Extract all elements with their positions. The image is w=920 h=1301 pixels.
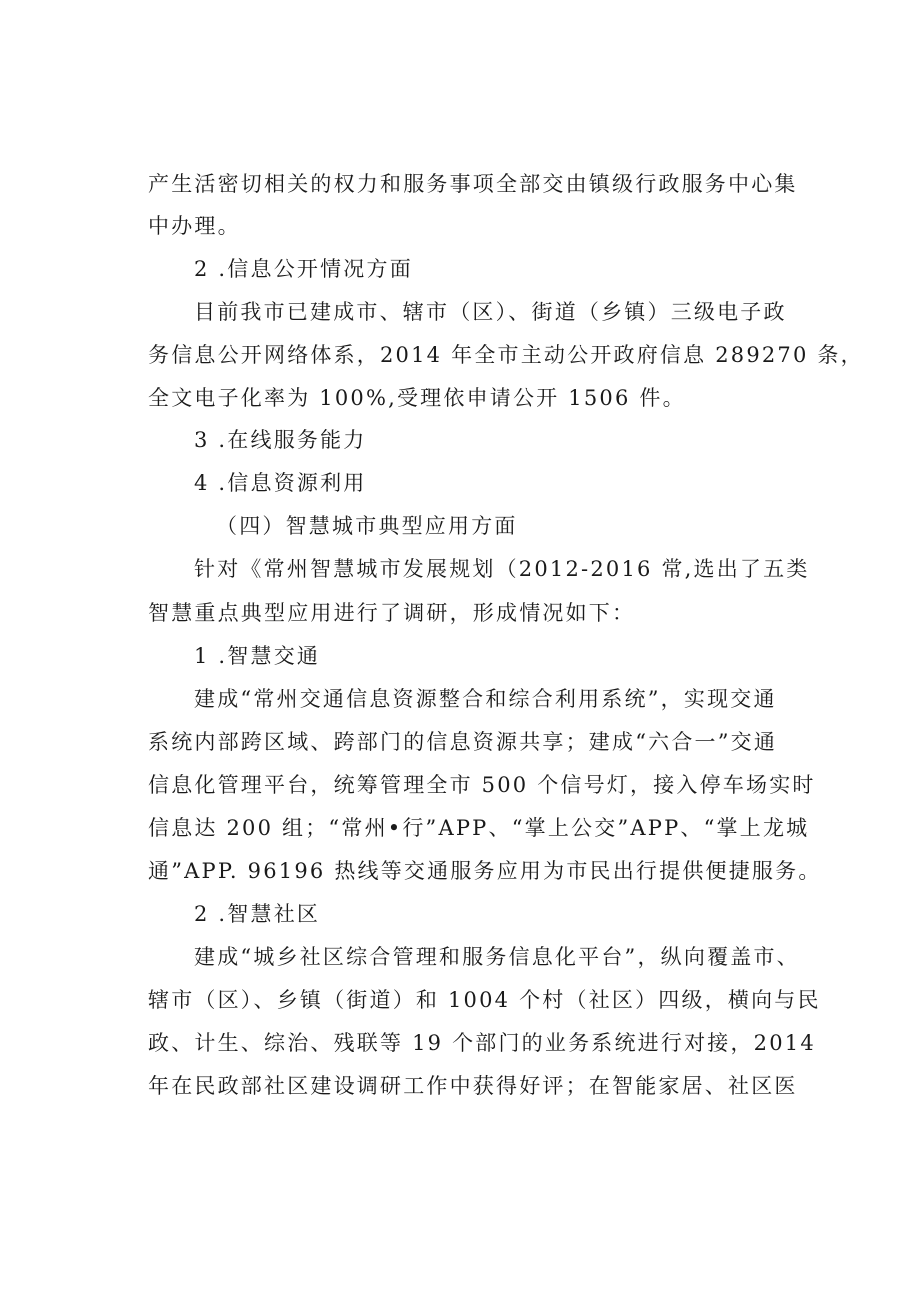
- text-line: 全文电子化率为 100%,受理依申请公开 1506 件。: [148, 386, 686, 410]
- text-line: 政、计生、综治、残联等 19 个部门的业务系统进行对接，2014: [148, 1031, 816, 1055]
- section-heading: 3 .在线服务能力: [194, 428, 367, 452]
- section-heading: 2 .智慧社区: [194, 902, 321, 926]
- text-line: 目前我市已建成市、辖市（区）、街道（乡镇）三级电子政: [194, 300, 787, 324]
- section-heading: 4 .信息资源利用: [194, 471, 367, 495]
- section-heading: 2 .信息公开情况方面: [194, 257, 413, 281]
- text-line: 辖市（区）、乡镇（街道）和 1004 个村（社区）四级，横向与民: [148, 988, 821, 1012]
- text-line: 智慧重点典型应用进行了调研，形成情况如下：: [148, 601, 636, 625]
- text-line: 通”APP. 96196 热线等交通服务应用为市民出行提供便捷服务。: [148, 859, 822, 883]
- text-line: 信息化管理平台，统筹管理全市 500 个信号灯，接入停车场实时: [148, 773, 816, 797]
- text-line: 针对《常州智慧城市发展规划（2012-2016 常,选出了五类: [194, 557, 810, 581]
- text-line: 系统内部跨区域、跨部门的信息资源共享；建成“六合一”交通: [148, 730, 778, 754]
- text-line: 年在民政部社区建设调研工作中获得好评；在智能家居、社区医: [148, 1074, 798, 1098]
- text-line: 建成“常州交通信息资源整合和综合利用系统”，实现交通: [194, 687, 777, 711]
- text-line: 务信息公开网络体系，2014 年全市主动公开政府信息 289270 条，: [148, 343, 864, 367]
- text-line: 建成“城乡社区综合管理和服务信息化平台”，纵向覆盖市、: [194, 945, 800, 969]
- text-line: 中办理。: [148, 214, 241, 238]
- section-heading: 1 .智慧交通: [194, 644, 321, 668]
- text-line: 产生活密切相关的权力和服务事项全部交由镇级行政服务中心集: [148, 172, 798, 196]
- text-line: 信息达 200 组；“常州•行”APP、“掌上公交”APP、“掌上龙城: [148, 816, 810, 840]
- section-heading: （四）智慧城市典型应用方面: [216, 514, 518, 538]
